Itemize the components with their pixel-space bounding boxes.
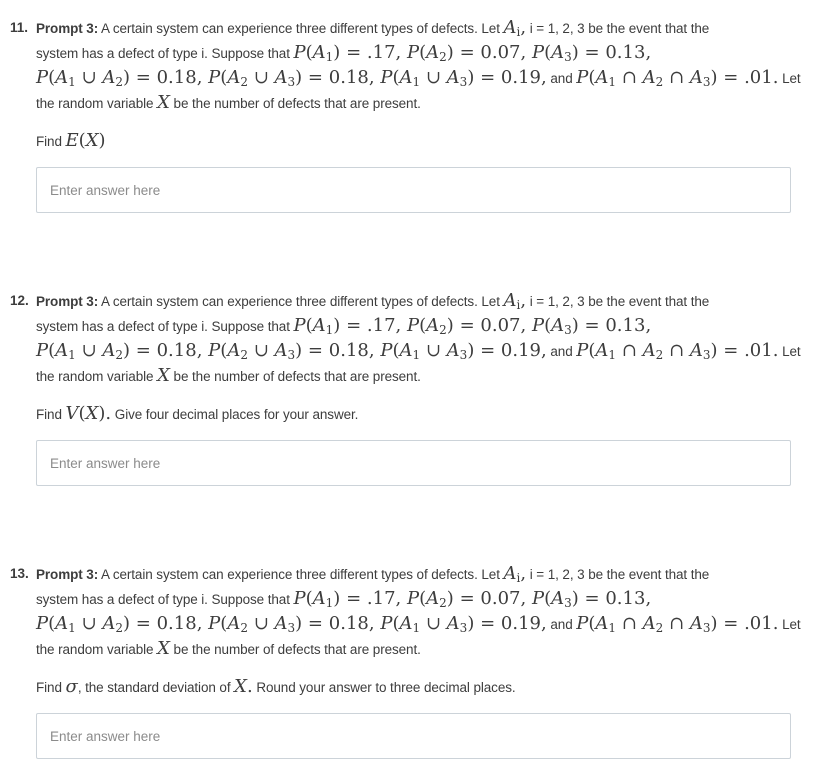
text-run: Find [36, 134, 66, 149]
prompt-line [36, 66, 801, 91]
question-number: 11. [10, 20, 29, 35]
text-run: be the number of defects that are present. [169, 96, 421, 111]
question-task [36, 401, 791, 428]
text-run: A certain system can experience three different types of defects. Let [98, 567, 504, 582]
question-item-11 [10, 16, 801, 213]
math-expression: $P(A_1) = .17$, $P(A_2) = 0.07$, $P(A_3) = 0.13$, [293, 42, 652, 64]
answer-input[interactable] [36, 440, 791, 486]
prompt-line [36, 587, 791, 612]
prompt-line [36, 364, 791, 389]
text-run: Give four decimal places for your answer. [111, 407, 359, 422]
math-expression: $P(A_1$ ∩ $A_2$ ∩ $A_3) = .01$. [576, 613, 779, 635]
text-run: be the number of defects that are present. [169, 642, 421, 657]
prompt-line [36, 289, 791, 314]
text-run: Let [778, 71, 801, 86]
math-expression: X [157, 92, 170, 113]
text-run: i = 1, 2, 3 be the event that the [526, 294, 710, 309]
math-expression: X. [234, 676, 253, 697]
math-expression: $P(A_1$ ∪ $A_2) = 0.18$, $P(A_2$ ∪ $A_3) = 0.18$, $P(A_1$ ∪ $A_3) = 0.19$, [36, 613, 547, 635]
prompt-label: Prompt 3: [36, 294, 99, 309]
text-run: be the number of defects that are present. [169, 369, 421, 384]
prompt-line [36, 314, 791, 339]
question-item-13 [10, 562, 801, 759]
text-run: A certain system can experience three different types of defects. Let [98, 294, 504, 309]
math-expression: $P(A_1) = .17$, $P(A_2) = 0.07$, $P(A_3) = 0.13$, [293, 588, 652, 610]
math-expression: $A_i$, [503, 563, 527, 585]
question-prompt [36, 289, 801, 389]
question-item-12 [10, 289, 801, 486]
prompt-line [36, 41, 791, 66]
text-run: Let [778, 617, 801, 632]
math-expression: $P(A_1) = .17$, $P(A_2) = 0.07$, $P(A_3) = 0.13$, [293, 315, 652, 337]
text-run: and [546, 71, 577, 86]
prompt-line [36, 612, 801, 637]
answer-input[interactable] [36, 167, 791, 213]
prompt-line [36, 637, 791, 662]
answer-input[interactable] [36, 713, 791, 759]
question-number: 12. [10, 293, 29, 308]
math-expression: $P(A_1$ ∪ $A_2) = 0.18$, $P(A_2$ ∪ $A_3) = 0.18$, $P(A_1$ ∪ $A_3) = 0.19$, [36, 340, 547, 362]
text-run: system has a defect of type i. Suppose that [36, 592, 294, 607]
question-number: 13. [10, 566, 29, 581]
question-prompt [36, 16, 801, 116]
math-expression: $P(A_1$ ∩ $A_2$ ∩ $A_3) = .01$. [576, 340, 779, 362]
text-run: Let [778, 344, 801, 359]
question-task [36, 128, 791, 155]
prompt-line [36, 91, 791, 116]
text-run: Find [36, 680, 66, 695]
text-run: i = 1, 2, 3 be the event that the [526, 21, 710, 36]
text-run: Round your answer to three decimal places. [252, 680, 516, 695]
math-expression: $A_i$, [503, 17, 527, 39]
math-expression: X [157, 638, 170, 659]
text-run: system has a defect of type i. Suppose that [36, 46, 294, 61]
text-run: A certain system can experience three different types of defects. Let [98, 21, 504, 36]
prompt-label: Prompt 3: [36, 567, 99, 582]
math-expression: $A_i$, [503, 290, 527, 312]
question-task [36, 674, 791, 701]
math-expression: E(X) [65, 130, 106, 151]
text-run: , the standard deviation of [77, 680, 235, 695]
text-run: and [546, 344, 577, 359]
text-run: Find [36, 407, 66, 422]
text-run: system has a defect of type i. Suppose that [36, 319, 294, 334]
prompt-line [36, 339, 801, 364]
text-run: the random variable [36, 642, 158, 657]
math-expression: X [157, 365, 170, 386]
math-expression: σ [65, 676, 78, 697]
math-expression: V(X). [65, 403, 112, 424]
math-expression: $P(A_1$ ∩ $A_2$ ∩ $A_3) = .01$. [576, 67, 779, 89]
text-run: i = 1, 2, 3 be the event that the [526, 567, 710, 582]
question-prompt [36, 562, 801, 662]
prompt-line [36, 16, 791, 41]
math-expression: $P(A_1$ ∪ $A_2) = 0.18$, $P(A_2$ ∪ $A_3) = 0.18$, $P(A_1$ ∪ $A_3) = 0.19$, [36, 67, 547, 89]
text-run: and [546, 617, 577, 632]
prompt-label: Prompt 3: [36, 21, 99, 36]
text-run: the random variable [36, 96, 158, 111]
text-run: the random variable [36, 369, 158, 384]
prompt-line [36, 562, 791, 587]
